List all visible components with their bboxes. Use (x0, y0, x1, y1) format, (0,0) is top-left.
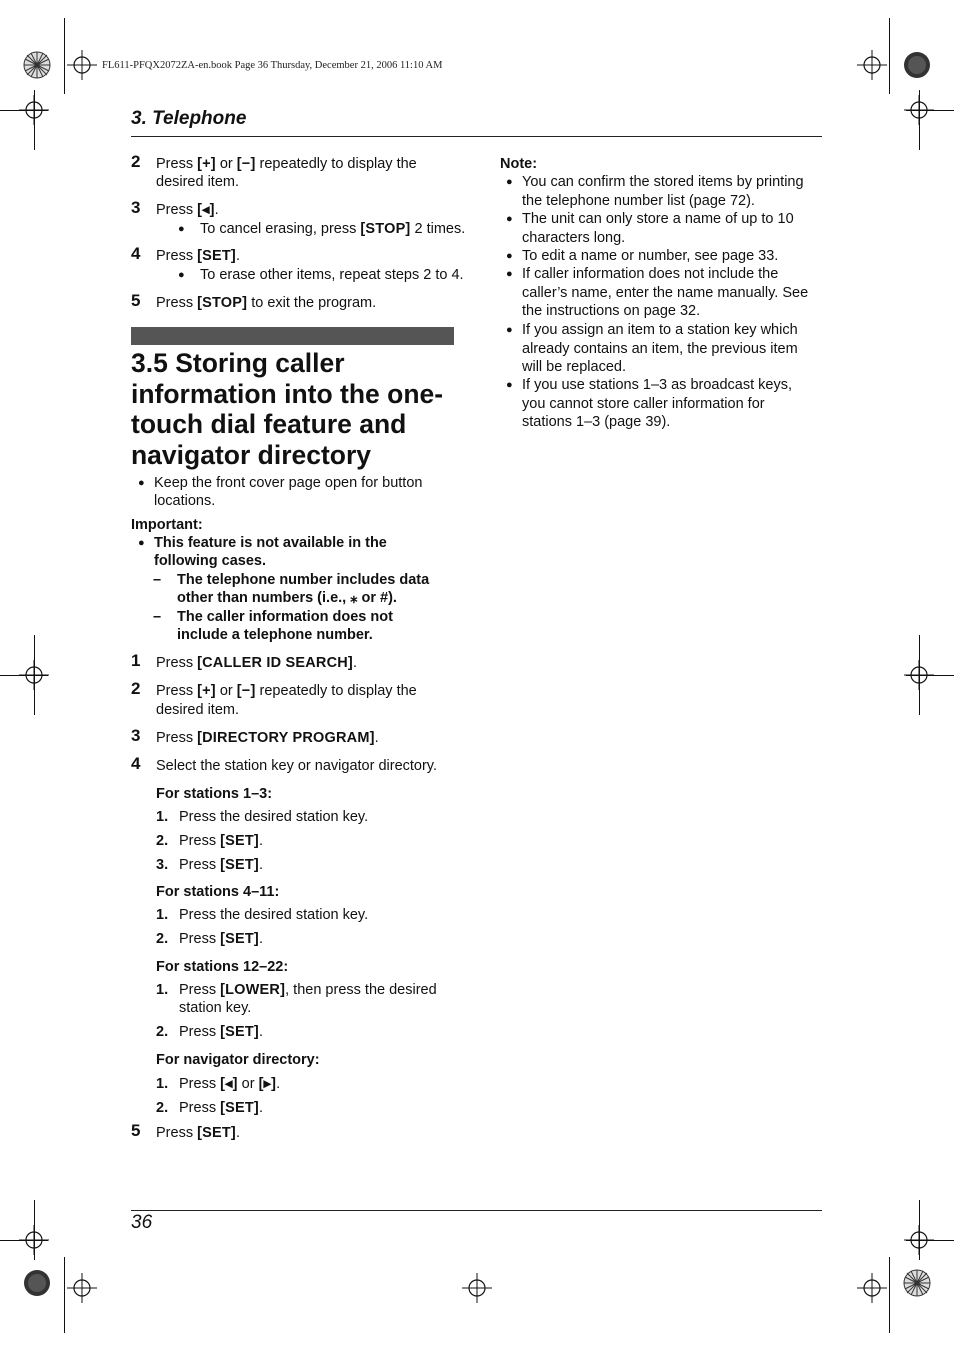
left-column-top: 2 Press [+] or [−] repeatedly to display the desired item. 3 Press [◂]. ● To cancel erasing, press [STOP] 2 times. 4 Press [SET]. ● To erase other items, repeat steps 2 to 4. 5 Press [STOP] to exit the program. (131, 152, 466, 311)
step-text: Press [SET]. (156, 248, 240, 264)
registration-target-icon (19, 1225, 49, 1255)
subheading: For stations 4–11: (156, 884, 280, 900)
dash-item-cont: other than numbers (i.e., ⁎ or #). (177, 590, 397, 606)
subheading: For stations 1–3: (156, 786, 273, 802)
page-number: 36 (131, 1212, 153, 1233)
dash-item: The caller information does not (177, 609, 393, 625)
station-sub-steps: For stations 1–3: 1. Press the desired station key. 2. Press [SET]. 3. Press [SET]. For stations 4–11: 1. Press the desired station key. 2. Press [SET]. For stations 12–22: 1. Press [LOWER], then press the desired station key. 2. Press [SET]. For navigator directory: 1. Press [◂] or [▸]. 2. Press [SET]. (156, 786, 437, 1116)
step-number: 5 (131, 291, 141, 310)
step-text: Press [◂]. (156, 202, 219, 218)
starburst-calibration-icon (902, 1268, 932, 1298)
procedure-steps: 1 Press [CALLER ID SEARCH]. 2 Press [+] or [−] repeatedly to display the desired item. 3 Press [DIRECTORY PROGRAM]. 4 Select the station key or navigator directory. For stations 1–3: 1. Press the desired station key. 2. Press [SET]. 3. Press [SET]. For stations 4–11: 1. Press the desired station key. 2. Press [SET]. For stations 12–22: 1. Press [LOWER], then press the desired station key. 2. Press [SET]. For navigator directory: 1. Press [◂] or [▸]. 2. Press [SET]. 5 Press [SET]. (131, 654, 461, 1149)
subheading: For stations 12–22: (156, 959, 289, 975)
header-rule (131, 136, 822, 137)
dash-mark: – (153, 572, 162, 588)
registration-target-icon (67, 1273, 97, 1303)
dash-item-cont: include a telephone number. (177, 627, 373, 643)
registration-target-icon (462, 1273, 492, 1303)
important-label: Important: (131, 517, 203, 533)
registration-target-icon (904, 660, 934, 690)
chapter-title: 3.5 Storing caller information into the one- touch dial feature and navigator directory (131, 348, 444, 470)
note-label: Note: (500, 156, 538, 172)
intro-block: ● Keep the front cover page open for button locations. Important: ● This feature is not available in the following cases. – The telephone number includes data other than numbers (i.e., ⁎ or #). – The caller information does not include a telephone number. (131, 475, 430, 643)
gray-circle-calibration-icon (22, 1268, 52, 1298)
registration-target-icon (19, 660, 49, 690)
section-heading: 3. Telephone (131, 108, 247, 129)
step-number: 3 (131, 198, 141, 217)
registration-target-icon (904, 1225, 934, 1255)
step-number: 2 (131, 152, 141, 171)
registration-target-icon (19, 95, 49, 125)
footer-rule (131, 1210, 822, 1211)
gray-circle-calibration-icon (902, 50, 932, 80)
title-bar (131, 327, 454, 345)
step-text: Press [STOP] to exit the program. (156, 295, 377, 311)
note-column: Note: ● You can confirm the stored items by printing the telephone number list (page 72). ● The unit can only store a name of up to 10 characters long. ● To edit a name or number, see page 33. ● If caller information does not include the caller’s name, enter the name manually. See the instructions on page 32. ● If you assign an item to a station key which already contains an item, the previous item will be replaced. ● If you use stations 1–3 as broadcast keys, you cannot store caller information for stations 1–3 (page 39). (500, 156, 809, 430)
registration-target-icon (857, 50, 887, 80)
starburst-calibration-icon (22, 50, 52, 80)
step-text-cont: desired item. (156, 174, 240, 190)
crop-mark (64, 18, 65, 94)
crop-mark (64, 1257, 65, 1333)
subheading: For navigator directory: (156, 1052, 320, 1068)
registration-target-icon (67, 50, 97, 80)
registration-target-icon (904, 95, 934, 125)
crop-mark (889, 1257, 890, 1333)
crop-mark (889, 18, 890, 94)
registration-target-icon (857, 1273, 887, 1303)
print-header: FL611-PFQX2072ZA-en.book Page 36 Thursday, December 21, 2006 11:10 AM (102, 60, 443, 71)
dash-item: The telephone number includes data (177, 572, 430, 588)
step-text: Press [+] or [−] repeatedly to display the (156, 156, 417, 172)
step-number: 4 (131, 244, 141, 263)
dash-mark: – (153, 609, 162, 625)
